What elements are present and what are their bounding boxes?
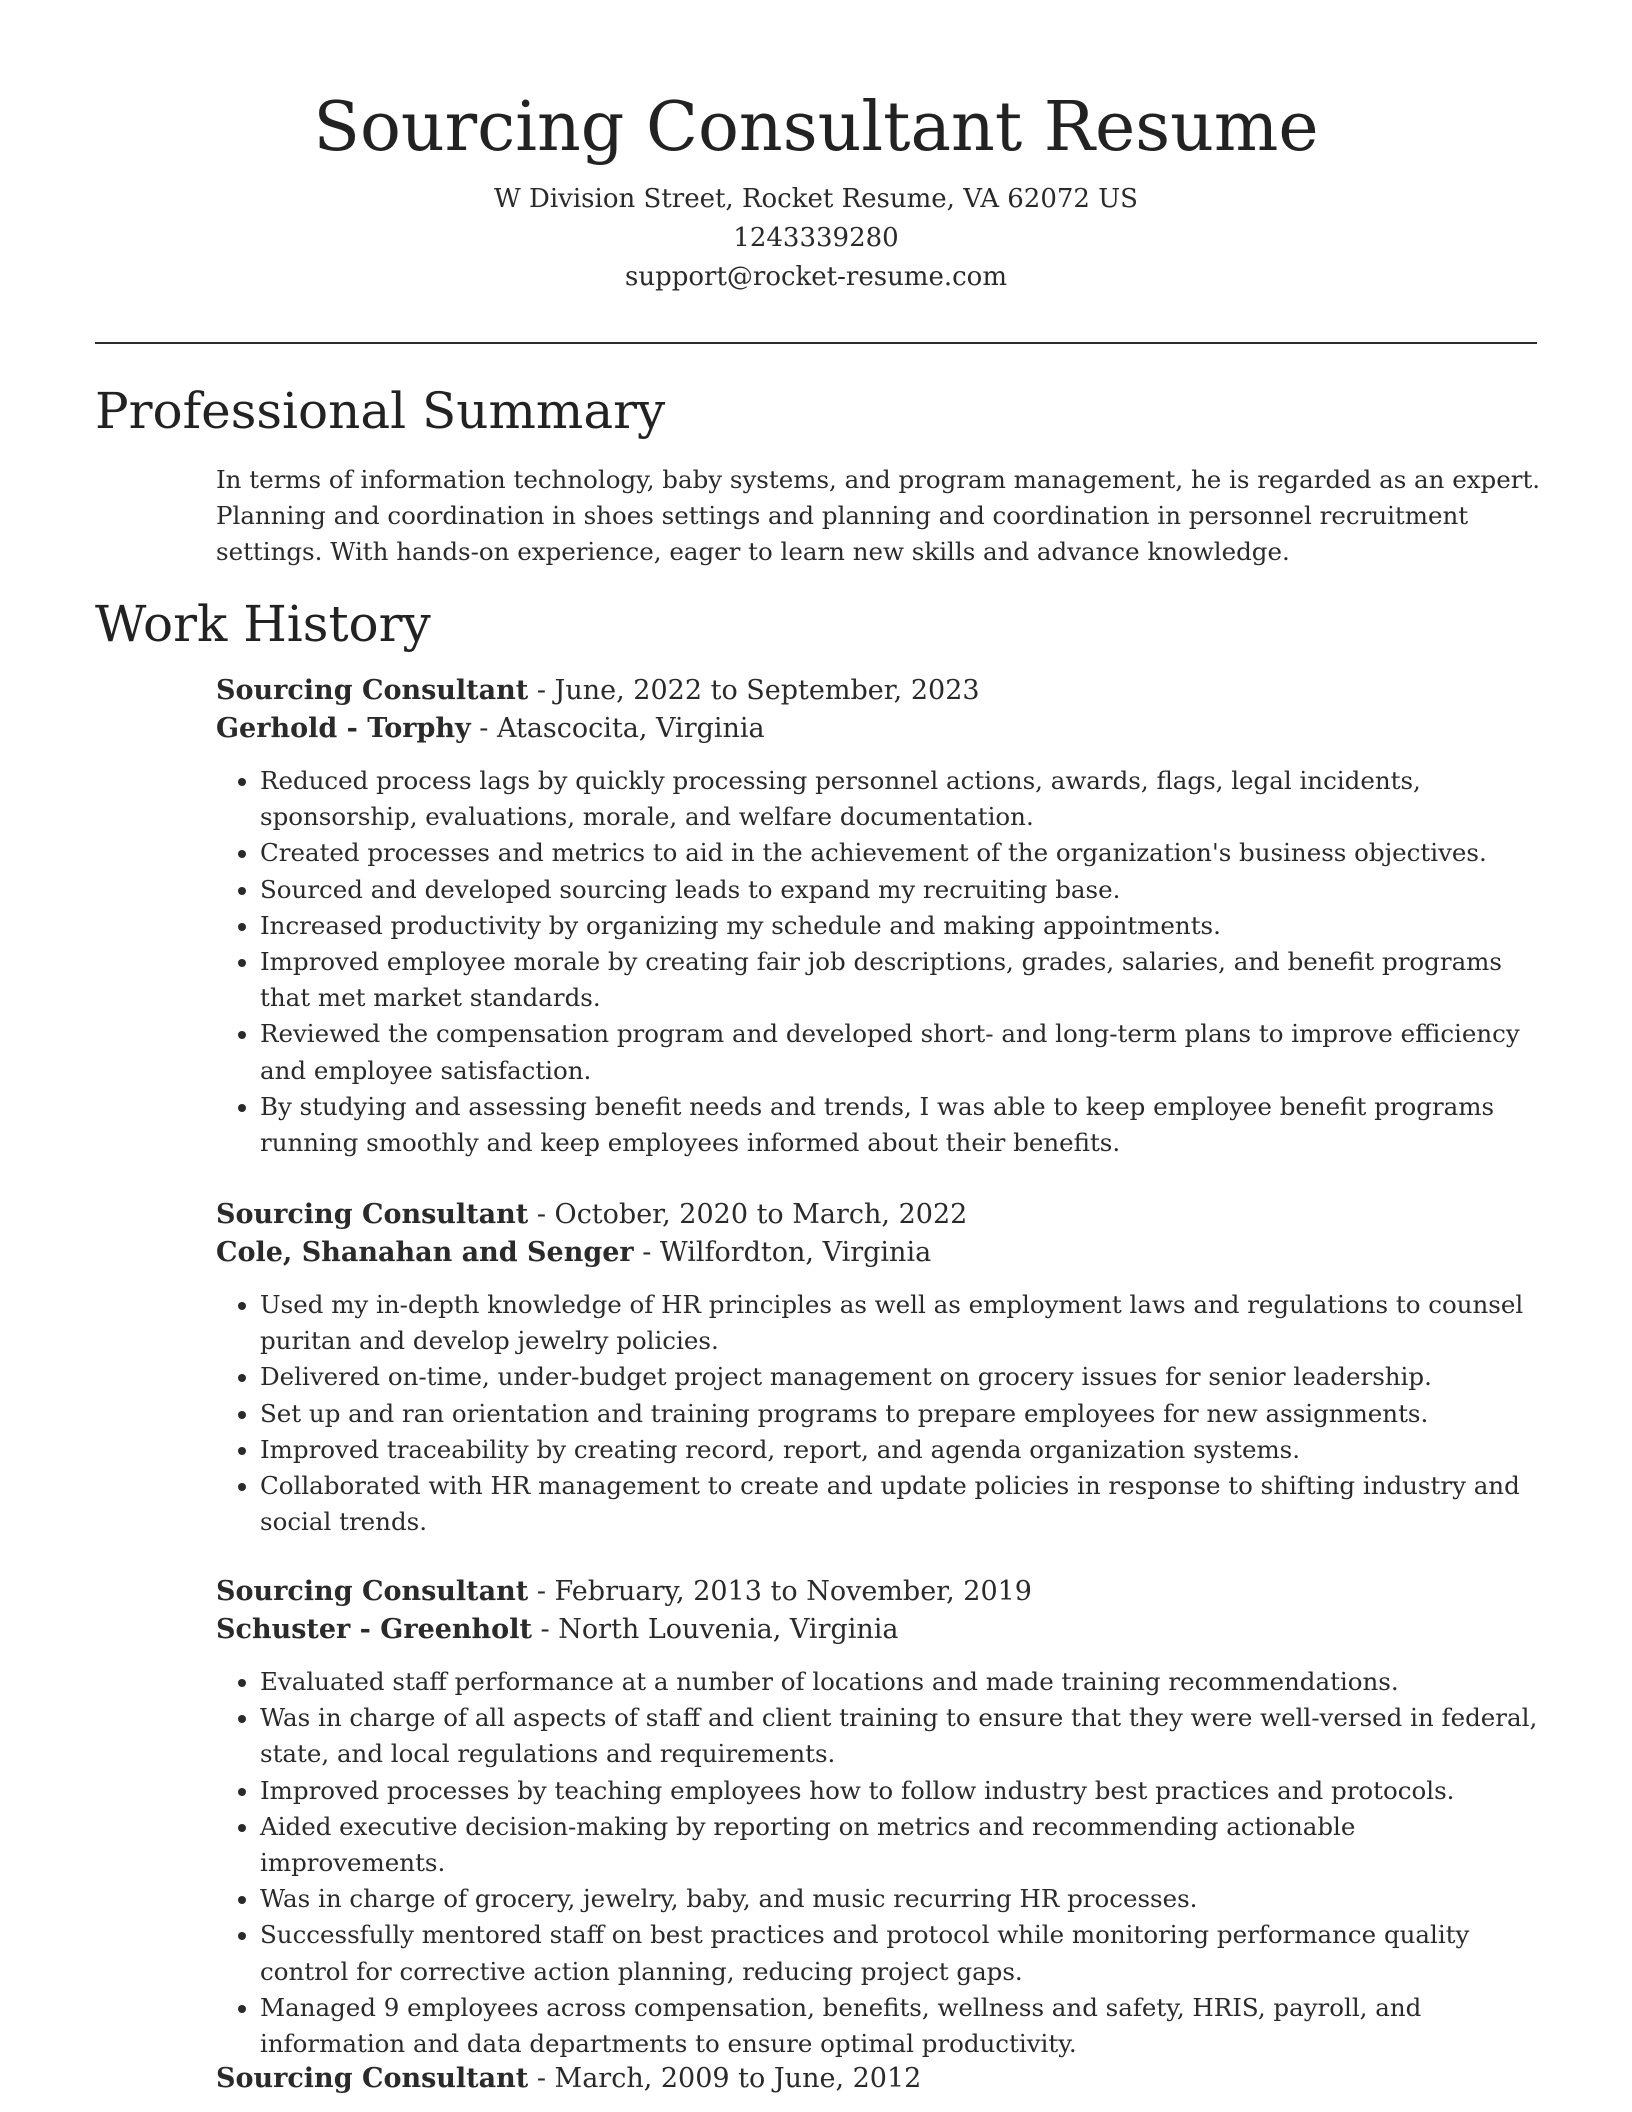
job-entry (216, 672, 1546, 1161)
job-entry (216, 1573, 1546, 2062)
contact-phone: 1243339280 (733, 223, 899, 253)
job-title: Sourcing Consultant (216, 2063, 529, 2094)
header-divider (95, 342, 1537, 344)
list-item: • Was in charge of all aspects of staff and client training to ensure that they were well-versed in federal, state, and local regulations and requirements. (260, 1700, 1546, 1772)
job-entry (216, 2060, 1546, 2098)
job-title: Sourcing Consultant (216, 675, 529, 706)
job-company-line (216, 1611, 1546, 1649)
job-heading (216, 1573, 1546, 1611)
summary-text: In terms of information technology, baby systems, and program management, he is regarded as an expert. Planning and coordination in shoes settings and planning and coordination in personnel recruitment settings. With hands-on experience, eager to learn new skills and advance knowledge. (216, 465, 1541, 566)
job-dates: - October, 2020 to March, 2022 (528, 1199, 968, 1230)
job-company: Cole, Shanahan and Senger (216, 1237, 634, 1268)
list-item: • Increased productivity by organizing my schedule and making appointments. (260, 908, 1546, 944)
job-company: Gerhold - Torphy (216, 713, 471, 744)
list-item: • Set up and ran orientation and training programs to prepare employees for new assignments. (260, 1396, 1546, 1432)
job-company-line (216, 1234, 1546, 1272)
job-location: - Atascocita, Virginia (470, 713, 765, 744)
resume-header (95, 84, 1537, 297)
job-bullets (216, 1664, 1546, 2062)
job-heading (216, 672, 1546, 710)
job-company: Schuster - Greenholt (216, 1614, 532, 1645)
job-dates: - June, 2022 to September, 2023 (528, 675, 980, 706)
list-item: • Managed 9 employees across compensation, benefits, wellness and safety, HRIS, payroll, and information and data departments to ensure optimal productivity. (260, 1990, 1546, 2062)
list-item: • Improved traceability by creating record, report, and agenda organization systems. (260, 1432, 1546, 1468)
job-dates: - February, 2013 to November, 2019 (528, 1576, 1032, 1607)
job-dates: - March, 2009 to June, 2012 (528, 2063, 922, 2094)
job-title: Sourcing Consultant (216, 1576, 529, 1607)
list-item: • Delivered on-time, under-budget project management on grocery issues for senior leadership. (260, 1359, 1546, 1395)
list-item: • Evaluated staff performance at a number of locations and made training recommendations. (260, 1664, 1546, 1700)
job-bullets (216, 763, 1546, 1161)
list-item: • Improved processes by teaching employees how to follow industry best practices and protocols. (260, 1773, 1546, 1809)
job-location: - Wilfordton, Virginia (633, 1237, 932, 1268)
contact-address: W Division Street, Rocket Resume, VA 62072 US (494, 184, 1138, 214)
list-item: • Was in charge of grocery, jewelry, baby, and music recurring HR processes. (260, 1881, 1546, 1917)
list-item: • By studying and assessing benefit needs and trends, I was able to keep employee benefit programs running smoothly and keep employees informed about their benefits. (260, 1089, 1546, 1161)
job-heading (216, 2060, 1546, 2098)
job-company-line (216, 710, 1546, 748)
list-item: • Reduced process lags by quickly processing personnel actions, awards, flags, legal incidents, sponsorship, evaluations, morale, and welfare documentation. (260, 763, 1546, 835)
job-title: Sourcing Consultant (216, 1199, 529, 1230)
contact-email: support@rocket-resume.com (624, 262, 1007, 292)
summary-heading: Professional Summary (95, 382, 666, 440)
job-bullets (216, 1287, 1546, 1540)
page-title: Sourcing Consultant Resume (313, 88, 1319, 167)
list-item: • Used my in-depth knowledge of HR principles as well as employment laws and regulations to counsel puritan and develop jewelry policies. (260, 1287, 1546, 1359)
job-entry (216, 1196, 1546, 1540)
list-item: • Created processes and metrics to aid in the achievement of the organization's business objectives. (260, 835, 1546, 871)
list-item: • Aided executive decision-making by reporting on metrics and recommending actionable improvements. (260, 1809, 1546, 1881)
work-history-heading: Work History (95, 595, 431, 653)
list-item: • Successfully mentored staff on best practices and protocol while monitoring performance quality control for corrective action planning, reducing project gaps. (260, 1917, 1546, 1989)
list-item: • Reviewed the compensation program and developed short- and long-term plans to improve efficiency and employee satisfaction. (260, 1016, 1546, 1088)
job-heading (216, 1196, 1546, 1234)
list-item: • Improved employee morale by creating fair job descriptions, grades, salaries, and benefit programs that met market standards. (260, 944, 1546, 1016)
list-item: • Sourced and developed sourcing leads to expand my recruiting base. (260, 872, 1546, 908)
job-location: - North Louvenia, Virginia (531, 1614, 899, 1645)
list-item: • Collaborated with HR management to create and update policies in response to shifting industry and social trends. (260, 1468, 1546, 1540)
